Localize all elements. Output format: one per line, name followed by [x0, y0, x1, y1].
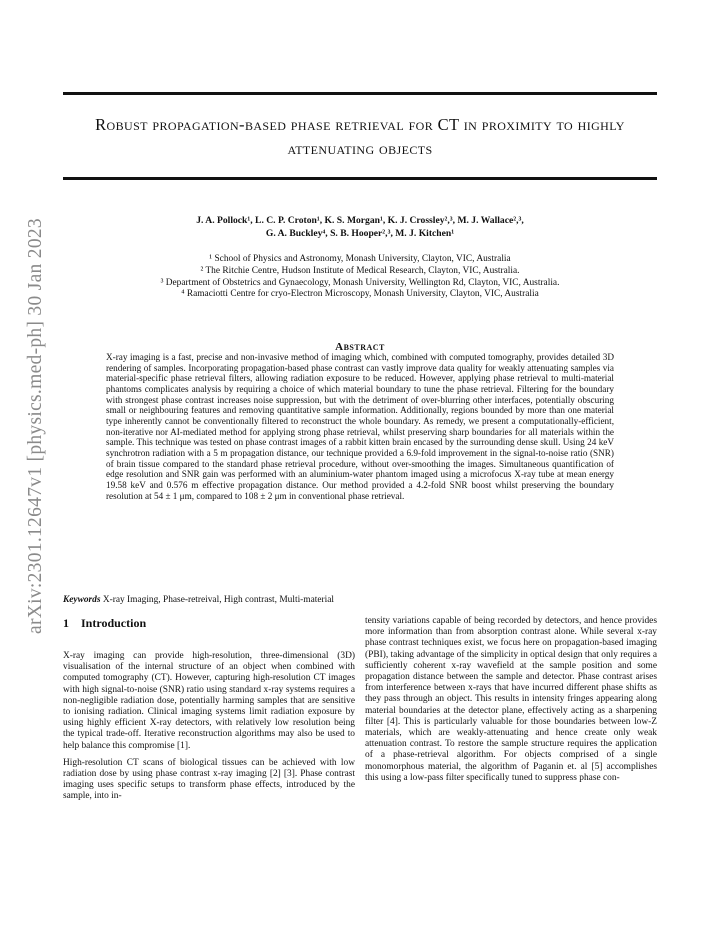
arxiv-identifier-stamp: arXiv:2301.12647v1 [physics.med-ph] 30 Jan 2023	[25, 218, 46, 634]
affiliation-2: ² The Ritchie Centre, Hudson Institute of Medical Research, Clayton, VIC, Australia.	[200, 265, 520, 276]
paper-title: Robust propagation-based phase retrieval for CT in proximity to highly attenuating objects	[95, 115, 625, 158]
section-heading-introduction	[63, 616, 146, 631]
abstract-body: X-ray imaging is a fast, precise and non-invasive method of imaging which, combined with computed tomography, provides detailed 3D rendering of samples. Incorporating propagation-based phase contrast can vastly improve data quality for weakly attenuating samples via material-specific phase retrieval filters, allowing radiation exposure to be reduced. However, applying phase retrieval to multi-material phantoms complicates analysis by requiring a choice of which material boundary to tune the phase retrieval. Filtering for the boundary with strongest phase contrast increases noise suppression, but with the detriment of over-blurring other interfaces, potentially obscuring small or neighbouring features and removing quantitative sample information. Additionally, regions bounded by more than one material type inherently cannot be conventionally filtered to reconstruct the whole boundary. As remedy, we present a computationally-efficient, non-iterative nor AI-mediated method for applying strong phase retrieval, whilst preserving sharp boundaries for all materials within the sample. This technique was tested on phase contrast images of a rabbit kitten brain encased by the surrounding dense skull. Using 24 keV synchrotron radiation with a 5 m propagation distance, our technique provided a 6.9-fold improvement in the signal-to-noise ratio (SNR) of brain tissue compared to the standard phase retrieval procedure, without over-smoothing the images. Simultaneous quantification of edge resolution and SNR gain was performed with an aluminium-water phantom imaged using a microfocus X-ray tube at mean energy 19.58 keV and 0.576 m effective propagation distance. Our method provided a 4.2-fold SNR boost whilst preserving the boundary resolution at 54 ± 1 μm, compared to 108 ± 2 μm in conventional phase retrieval.	[106, 352, 614, 501]
keywords-list: X-ray Imaging, Phase-retreival, High contrast, Multi-material	[102, 595, 335, 605]
right-text-column	[365, 616, 657, 790]
affiliation-4: ⁴ Ramaciotti Centre for cryo-Electron Microscopy, Monash University, Clayton, VIC, Australia	[181, 289, 539, 300]
section-number: 1	[63, 616, 69, 630]
paragraph: tensity variations capable of being recorded by detectors, and hence provides more information than from absorption contrast alone. While several x-ray phase contrast techniques exist, we focus here on propagation-based imaging (PBI), taking advantage of the simplicity in optical design that only requires a sufficiently coherent x-ray wavefield at the sample position and some propagation distance between the sample and detector. Phase contrast arises from interference between x-rays that have incurred different phase shifts as they pass through an object. This results in intensity fringes appearing along material boundaries at the detector plane, effectively acting as a sharpening filter [4]. This is particularly valuable for those boundaries between low-Z materials, which are weakly-attenuating and hence create only weak attenuation contrast. To restore the sample structure requires the application of a phase-retrieval algorithm. For objects comprised of a single monomorphous material, the algorithm of Paganin et. al [5] accomplishes this using a low-pass filter specifically tuned to suppress phase con-	[365, 616, 657, 783]
left-text-column	[63, 651, 355, 809]
authors-line-2: G. A. Buckley⁴, S. B. Hooper²,³, M. J. Kitchen¹	[265, 228, 455, 239]
affiliation-3: ³ Department of Obstetrics and Gynaecology, Monash University, Wellington Rd, Clayton, VIC, Australia.	[160, 277, 560, 288]
paragraph: X-ray imaging can provide high-resolution, three-dimensional (3D) visualisation of the internal structure of an object when combined with computed tomography (CT). However, capturing high-resolution CT images with high signal-to-noise (SNR) ratio using standard x-ray systems requires a non-negligible radiation dose, potentially harming samples that are sensitive to ionising radiation. Clinical imaging systems limit radiation exposure by using highly efficient X-ray detectors, with relatively low resolution being the typical trade-off. Iterative reconstruction algorithms may also be used to help balance this compromise [1].	[63, 651, 355, 751]
section-title: Introduction	[81, 616, 147, 630]
title-rule-top	[63, 92, 657, 95]
abstract-heading: Abstract	[335, 341, 385, 353]
keywords-line	[63, 594, 657, 606]
keywords-label: Keywords	[63, 595, 101, 605]
authors-line-1: J. A. Pollock¹, L. C. P. Croton¹, K. S. Morgan¹, K. J. Crossley²,³, M. J. Wallace²,³,	[196, 215, 524, 226]
author-list	[63, 214, 657, 240]
affiliations	[63, 254, 657, 301]
paragraph: High-resolution CT scans of biological tissues can be achieved with low radiation dose by using phase contrast x-ray imaging [2] [3]. Phase contrast imaging uses specific setups to transform phase effects, introduced by the sample, into in-	[63, 757, 355, 802]
affiliation-1: ¹ School of Physics and Astronomy, Monash University, Clayton, VIC, Australia	[209, 254, 511, 264]
title-rule-bottom	[63, 177, 657, 180]
